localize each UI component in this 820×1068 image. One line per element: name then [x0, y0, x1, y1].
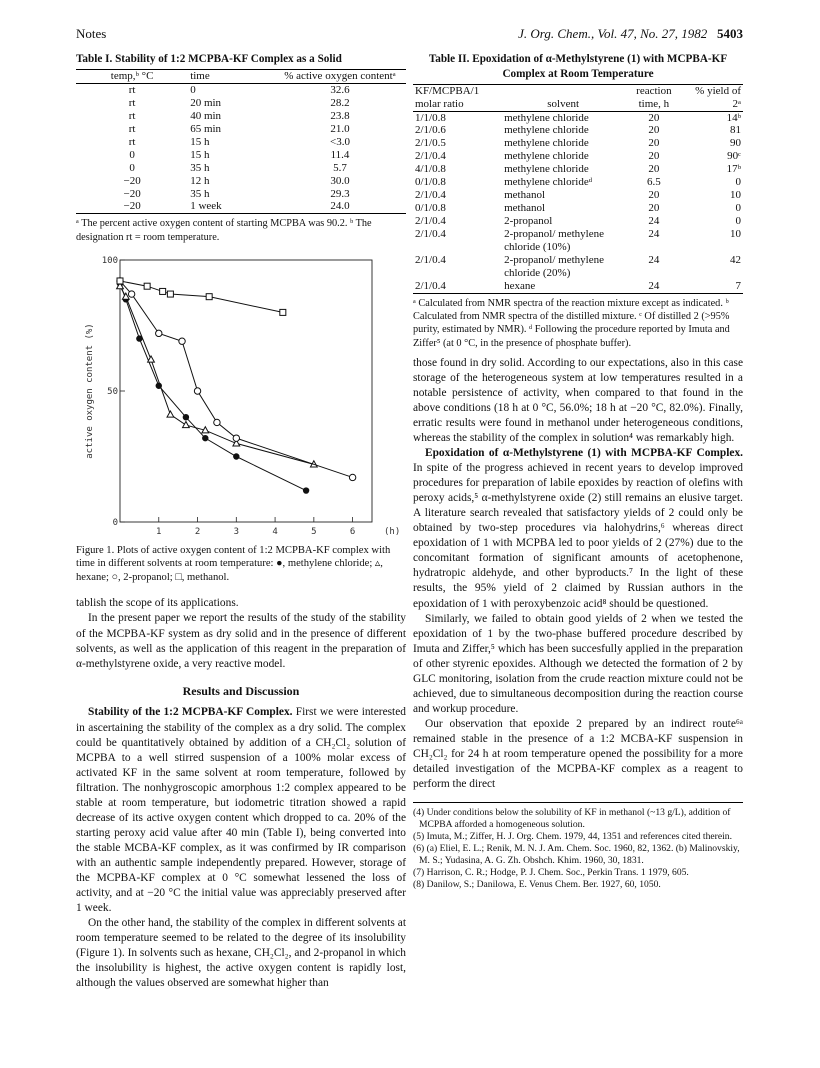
table1-cell: rt [128, 122, 136, 135]
y-axis-label: active oxygen content (%) [85, 323, 95, 459]
table2-cell: 24 [624, 280, 683, 293]
paragraph: tablish the scope of its applications. [76, 597, 239, 610]
table2-cell: 4/1/0.8 [415, 163, 446, 176]
table2-row [413, 280, 743, 293]
journal-citation: J. Org. Chem., Vol. 47, No. 27, 1982 [518, 26, 708, 41]
table2-cell: methylene chloride [504, 163, 589, 176]
data-point-2-propanol [194, 388, 200, 394]
reference-item: (4) Under conditions below the solubility of KF in methanol (~13 g/L), addition of MCPBA afforded a homogeneous solution. [413, 807, 731, 831]
run-in-heading: Epoxidation of α-Methylstyrene (1) with MCPBA-KF Complex. [425, 447, 743, 460]
reference-item: (8) Danilow, S.; Danilowa, E. Venus Chem. Ber. 1927, 60, 1050. [413, 879, 661, 891]
data-point-2-propanol [349, 474, 355, 480]
table1-cell: 12 h [190, 174, 210, 187]
x-tick-label: 3 [233, 526, 240, 537]
reference-item: (7) Harrison, C. R.; Hodge, P. J. Chem. Soc., Perkin Trans. 1 1979, 605. [413, 867, 689, 879]
table2-cell: methanol [504, 189, 546, 202]
table1-cell: <3.0 [330, 135, 350, 148]
table2-cell: 0 [735, 202, 741, 215]
data-point-2-propanol [179, 338, 185, 344]
references [413, 802, 743, 891]
paragraph: Similarly, we failed to obtain good yields of 2 when we tested the epoxidation of 1 by the two-phase buffered procedure described by Imuta and Ziffer,⁵ which has been succesfully applied in the preparation of other styrenic epoxides. Although we detected the formation of 2 by GLC monitoring, isolation from the crude reaction mixture could not be achieved, due to simultaneous decomposition during the reaction course and workup procedure. [413, 612, 743, 715]
paragraph: those found in dry solid. According to our expectations, also in this case storage of the heterogeneous system at low temperatures resulted in a notable persistence of activity, when compared to that found in the above conditions (18 h at 0 °C, 56.0%; 18 h at −20 °C, 82.0%). Finally, erratic results were found in methanol under heterogeneous conditions, whereas the stability of the complex in solution⁴ was remarkably high. [413, 356, 743, 444]
table1-footnote: ᵃ The percent active oxygen content of starting MCPBA was 90.2. ᵇ The designation rt = room temperature. [76, 218, 372, 243]
table2-cell: methylene chlorideᵈ [504, 176, 593, 189]
table1-header: time [188, 69, 274, 83]
table2-caption: Table II. Epoxidation of α-Methylstyrene (1) with MCPBA-KF Complex at Room Temperature [428, 53, 728, 80]
table2-cell: 2-propanol/ methylene chloride (10%) [504, 228, 604, 254]
data-point-2-propanol [156, 330, 162, 336]
table1-cell: 0 [129, 161, 135, 174]
table2-cell: 20 [648, 163, 660, 176]
table1-cell: −20 [123, 174, 141, 187]
table2-row [413, 228, 743, 254]
table2-header: KF/MCPBA/1 molar ratio [413, 84, 502, 111]
table2-cell: 20 [648, 150, 660, 163]
table1-row [76, 136, 406, 149]
table2-cell: 2/1/0.4 [415, 215, 446, 228]
table1-cell: 28.2 [330, 96, 350, 109]
running-header-journal [518, 26, 743, 42]
data-point-methanol [144, 283, 150, 289]
run-in-heading: Stability of the 1:2 MCPBA-KF Complex. [88, 706, 293, 719]
table1-row [76, 188, 406, 201]
table1-cell: 15 h [190, 148, 210, 161]
table2-cell: 20 [648, 111, 660, 124]
table2-cell: 90ᶜ [727, 150, 741, 163]
table1-row [76, 123, 406, 136]
table2-row [413, 176, 743, 189]
table2-cell: methylene chloride [504, 137, 589, 150]
table1-row [76, 200, 406, 213]
table2-cell: 2/1/0.6 [415, 124, 446, 137]
table2-cell: 10 [730, 189, 741, 202]
y-tick-label: 0 [112, 517, 118, 528]
table2-cell: 20 [648, 189, 660, 202]
table1-header: temp,ᵇ °C [76, 69, 188, 83]
figure1 [76, 254, 406, 544]
data-point-hexane [148, 356, 155, 362]
paragraph: On the other hand, the stability of the complex in different solvents at room temperature seemed to be related to the degree of its insolubility (Figure 1). In solvents such as hexane, CH₂Cl₂, and 2-propanol in which the insolubility is highest, the active oxygen content is rapidly lost, although the values observed are somewhat higher than [76, 917, 406, 990]
table1-row [76, 83, 406, 96]
table1-cell: 20 min [190, 96, 222, 109]
data-point-methanol [117, 278, 123, 284]
table2-cell: 20 [648, 137, 660, 150]
table1-body [76, 83, 406, 214]
table2-cell: 17ᵇ [726, 163, 741, 176]
table2-row [413, 124, 743, 137]
table1-cell: rt [128, 96, 136, 109]
table2-cell: 2/1/0.4 [413, 280, 502, 293]
table1-caption: Table I. Stability of 1:2 MCPBA-KF Complex as a Solid [76, 53, 342, 65]
table1-cell: 40 min [190, 109, 222, 122]
table2-row [413, 202, 743, 215]
table2-cell: methylene chloride [504, 150, 589, 163]
paragraph [413, 446, 743, 612]
table1-row [76, 149, 406, 162]
table2-cell: hexane [502, 280, 624, 293]
reference-item: (6) (a) Eliel, E. L.; Renik, M. N. J. Am. Chem. Soc. 1960, 82, 1362. (b) Malinovskiy, M. S.; Yudasina, A. G. Zh. Obshch. Khim. 1960, 30, 1831. [413, 843, 740, 867]
table1-cell: 30.0 [330, 174, 350, 187]
series-line [120, 283, 306, 490]
data-point-methanol [160, 288, 166, 294]
running-header-section: Notes [76, 26, 107, 41]
data-point-methylene-chloride [233, 453, 239, 459]
table2-cell: methylene chloride [504, 111, 589, 124]
table2-cell: methanol [504, 202, 546, 215]
table1-cell: 1 week [188, 200, 274, 213]
data-point-2-propanol [128, 291, 134, 297]
table2-cell: 24 [648, 254, 660, 267]
table2-cell: 2/1/0.4 [415, 150, 446, 163]
left-column [76, 52, 406, 991]
paragraph: In the present paper we report the results of the study of the stability of the MCPBA-KF system as dry solid and in the presence of different solvents, as well as the application of this reagent in the preparation of α-methylstyrene oxide, a very reactive model. [76, 612, 406, 670]
table2-header: reaction time, h [624, 84, 683, 111]
table1-cell: rt [128, 135, 136, 148]
data-point-hexane [183, 421, 190, 427]
table2-cell: 0 [735, 215, 741, 228]
table2-header: % yield of 2ᵃ [684, 84, 743, 111]
table2-cell: 0 [735, 176, 741, 189]
table2-cell: 2-propanol/ methylene chloride (20%) [504, 254, 604, 280]
table2-cell: 24 [648, 215, 660, 228]
table2-cell: 2/1/0.5 [415, 137, 446, 150]
table1-cell: −20 [123, 187, 141, 200]
table2-cell: 14ᵇ [726, 111, 741, 124]
table2-cell: 1/1/0.8 [415, 111, 446, 124]
section-heading: Results and Discussion [182, 683, 300, 698]
table1-cell: rt [128, 109, 136, 122]
right-column [413, 52, 743, 891]
x-tick-label: 2 [194, 526, 201, 537]
table2-row [413, 163, 743, 176]
table2-body [413, 111, 743, 294]
paragraph [76, 705, 406, 916]
table2-cell: 81 [730, 124, 741, 137]
table1-cell: 35 h [190, 161, 210, 174]
table1-row [76, 175, 406, 188]
table2-cell: 7 [684, 280, 743, 293]
table1-cell: 32.6 [330, 83, 350, 96]
x-axis-label: (h) [384, 526, 401, 537]
table2-row [413, 215, 743, 228]
table1-cell: 29.3 [330, 187, 350, 200]
plot-frame [120, 260, 372, 522]
table2-cell: 90 [730, 137, 741, 150]
table1 [76, 69, 406, 215]
x-tick-label: 5 [311, 526, 317, 537]
paragraph: Our observation that epoxide 2 prepared by an indirect route⁶ᵃ remained stable in the presence of a 1:2 MCBA-KF suspension in CH₂Cl₂ for 24 h at room temperature opened the possibility for a more detailed investigation of the MCPBA-KF complex as a reagent to perform the direct [413, 717, 743, 791]
data-point-2-propanol [233, 435, 239, 441]
table2-cell: 24 [648, 228, 660, 241]
table1-cell: 21.0 [330, 122, 350, 135]
table2-row [413, 189, 743, 202]
figure1-caption: Figure 1. Plots of active oxygen content of 1:2 MCPBA-KF complex with time in different solvents at room temperature: ●, methylene chloride; ▵, hexane; ○, 2-propanol; □, methanol. [76, 544, 391, 583]
table2-cell: 10 [730, 228, 741, 241]
series-line [120, 281, 353, 478]
table1-cell: 24.0 [274, 200, 406, 213]
table2-cell: 2/1/0.4 [415, 254, 446, 267]
table1-row [76, 97, 406, 110]
table2-cell: 0/1/0.8 [415, 176, 446, 189]
table2-cell: 2/1/0.4 [415, 228, 446, 241]
table2-cell: 20 [648, 124, 660, 137]
x-tick-label: 4 [272, 526, 278, 537]
y-tick-label: 50 [107, 386, 118, 397]
table1-header: % active oxygen contentᵃ [274, 69, 406, 83]
reference-item: (5) Imuta, M.; Ziffer, H. J. Org. Chem. 1979, 44, 1351 and references cited therein. [413, 831, 732, 843]
data-point-2-propanol [214, 419, 220, 425]
table2-cell: methylene chloride [504, 124, 589, 137]
data-point-methylene-chloride [183, 414, 189, 420]
table1-cell: 15 h [190, 135, 210, 148]
page-number: 5403 [717, 26, 743, 41]
data-point-methanol [167, 291, 173, 297]
y-tick-label: 100 [101, 255, 118, 266]
paragraph-text: First we were interested in ascertaining the stability of the complex as a dry solid. The complex could be quantitatively obtained by addition of a CH₂Cl₂ solution of MCPBA to a well stirred suspension of a 100% molar excess of activated KF in the same solvent at room temperature, followed by filtration. The nonhygroscopic amorphous 1:2 complex appeared to be stable at room temperature, but iodometric titration showed a rapid decrease of its active oxygen content which dropped to ca. 20% of the starting peroxy acid value after 40 min (Table I), being converted into the stable MCBA-KF complex, as it was confirmed by IR comparison with an authentic sample independently prepared. However, storage of the MCPBA-KF complex at 0 °C somewhat lessened the loss of activity, and at −20 °C the initial value was appreciably preserved after 1 week. [76, 706, 406, 915]
figure1-chart [76, 254, 406, 544]
data-point-methanol [280, 309, 286, 315]
table1-row [76, 110, 406, 123]
table2-cell: 2/1/0.4 [415, 189, 446, 202]
table2-footnote: ᵃ Calculated from NMR spectra of the reaction mixture except as indicated. ᵇ Calculated from NMR spectra of the distilled mixture. ᶜ Of distilled 2 (>95% purity, estimated by NMR). ᵈ Following the procedure reported by Imuta and Ziffer⁵ (at 0 °C, in the presence of phosphate buffer). [413, 298, 730, 349]
table2-cell: 42 [730, 254, 741, 267]
table2-row [413, 254, 743, 280]
table2 [413, 84, 743, 295]
table2-row [413, 111, 743, 124]
paragraph-text: In spite of the progress achieved in recent years to develop improved procedures for preparation of labile epoxides by reaction of olefins with peroxy acids,⁵ α-methylstyrene oxide (2) still remains an elusive target. A literature search revealed that satisfactory yields of 2 could only be obtained by two-step procedures via halohydrins,⁶ whereas direct epoxidation of 1 with MCPBA led to poor yields of 2 (27%) due to the concomitant formation of significant amounts of acetophenone, hydratropic aldehyde, and other byproducts.⁷ In the light of these results, the 95% yield of 2 claimed by Russian authors in the epoxidation of 1 with peroxybenzoic acid⁸ should be questioned. [413, 462, 743, 610]
data-point-methylene-chloride [303, 487, 309, 493]
table1-cell: 5.7 [333, 161, 347, 174]
x-tick-label: 6 [349, 526, 356, 537]
table2-cell: 6.5 [647, 176, 661, 189]
table1-cell: 0 [190, 83, 196, 96]
table2-cell: 20 [648, 202, 660, 215]
table2-row [413, 137, 743, 150]
data-point-hexane [167, 411, 174, 417]
table1-cell: 11.4 [330, 148, 350, 161]
table2-header: solvent [502, 84, 624, 111]
table1-cell: −20 [76, 200, 188, 213]
data-point-methanol [206, 293, 212, 299]
data-point-methylene-chloride [202, 435, 208, 441]
x-tick-label: 1 [156, 526, 162, 537]
table2-cell: 2-propanol [504, 215, 553, 228]
table1-cell: 35 h [190, 187, 210, 200]
table1-row [76, 162, 406, 175]
table1-cell: 23.8 [330, 109, 350, 122]
table1-cell: 0 [129, 148, 135, 161]
table1-cell: rt [128, 83, 136, 96]
table2-cell: 0/1/0.8 [415, 202, 446, 215]
table2-row [413, 150, 743, 163]
table1-cell: 65 min [190, 122, 222, 135]
